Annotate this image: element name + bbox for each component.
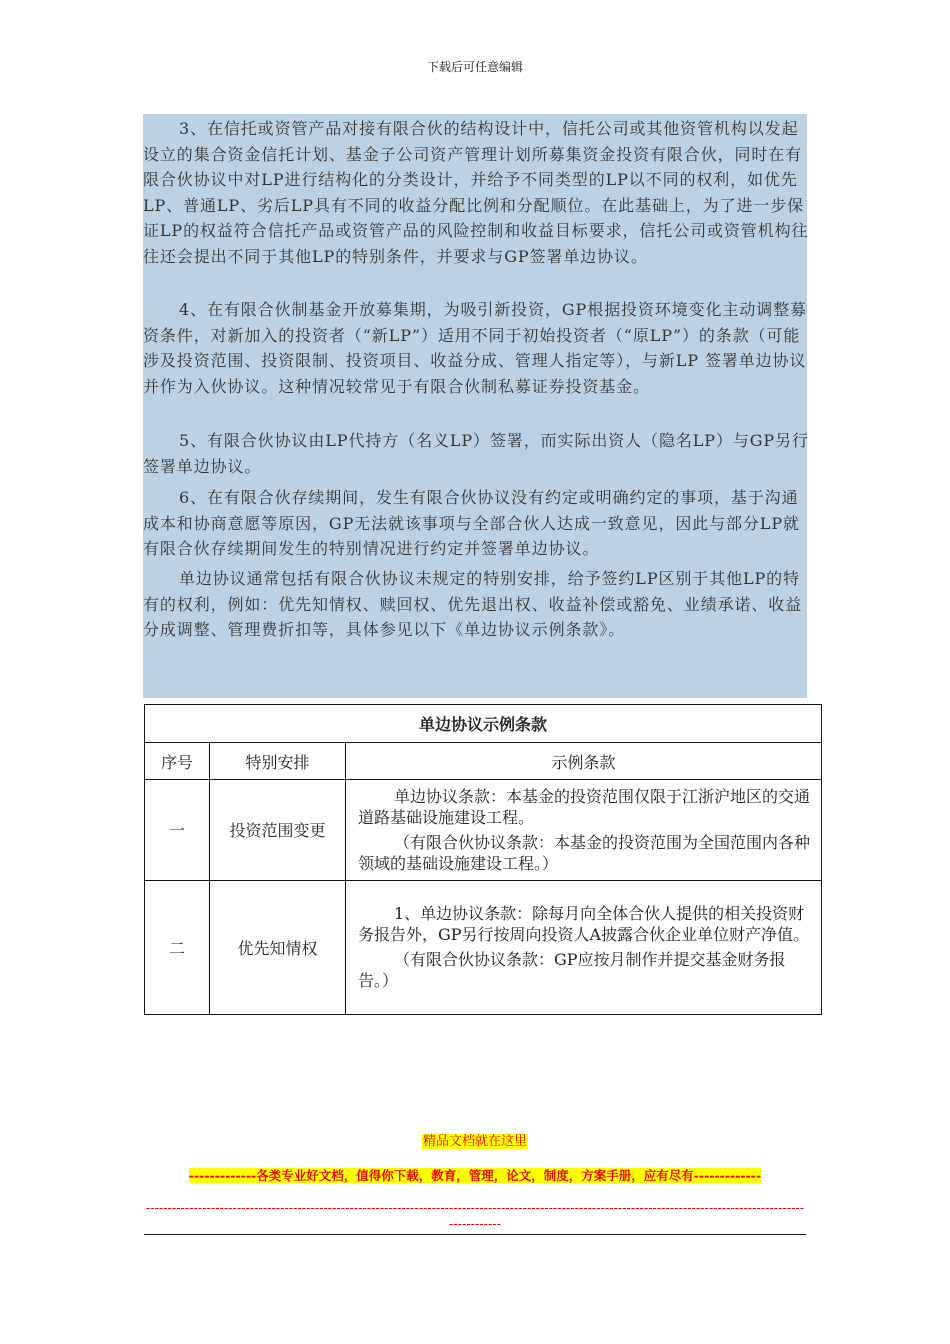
row-clauses (346, 880, 822, 1014)
table-row (145, 780, 822, 880)
dashed-separator: -------------------------------------------------------------------------------------------------------------------------------------------------------------------- (145, 1201, 805, 1231)
paragraph-5: 5、有限合伙协议由LP代持方（名义LP）签署，而实际出资人（隐名LP）与GP另行签署单边协议。 (143, 431, 809, 476)
row-arrangement: 优先知情权 (210, 880, 346, 1014)
paragraph-4: 4、在有限合伙制基金开放募集期，为吸引新投资，GP根据投资环境变化主动调整募资条件，对新加入的投资者（“新LP”）适用不同于初始投资者（“原LP”）的条款（可能涉及投资范围、投资限制、投资项目、收益分成、管理人指定等），与新LP 签署单边协议并作为入伙协议。这种情况较常见于有限合伙制私募证券投资基金。 (143, 300, 807, 396)
clause-text: 单边协议条款：本基金的投资范围仅限于江浙沪地区的交通道路基础设施建设工程。 (358, 786, 811, 827)
table-row (145, 880, 822, 1014)
row-number: 二 (145, 880, 210, 1014)
clause-text: （有限合伙协议条款：本基金的投资范围为全国范围内各种领域的基础设施建设工程。） (358, 832, 811, 873)
bottom-rule (144, 1234, 806, 1235)
clause-text: （有限合伙协议条款：GP应按月制作并提交基金财务报告。） (358, 950, 786, 991)
header-clause: 示例条款 (346, 743, 822, 780)
page-header: 下载后可任意编辑 (426, 60, 523, 74)
row-number: 一 (145, 780, 210, 880)
paragraph-summary: 单边协议通常包括有限合伙协议未规定的特别安排，给予签约LP区别于其他LP的特有的权利，例如：优先知情权、赎回权、优先退出权、收益补偿或豁免、业绩承诺、收益分成调整、管理费折扣等，具体参见以下《单边协议示例条款》。 (143, 569, 803, 639)
clause-text: 1、单边协议条款：除每月向全体合伙人提供的相关投资财务报告外，GP另行按周向投资人A披露合伙企业单位财产净值。 (358, 904, 810, 945)
row-arrangement: 投资范围变更 (210, 780, 346, 880)
unilateral-clauses-table (144, 704, 822, 1015)
promo-title: 精品文档就在这里 (422, 1134, 527, 1149)
header-no: 序号 (145, 743, 210, 780)
header-arrangement: 特别安排 (210, 743, 346, 780)
table-title: 单边协议示例条款 (145, 705, 822, 743)
paragraph-6: 6、在有限合伙存续期间，发生有限合伙协议没有约定或明确约定的事项，基于沟通成本和协商意愿等原因，GP无法就该事项与全部合伙人达成一致意见，因此与部分LP就有限合伙存续期间发生的特别情况进行约定并签署单边协议。 (143, 488, 800, 558)
row-clauses (346, 780, 822, 880)
paragraph-3: 3、在信托或资管产品对接有限合伙的结构设计中，信托公司或其他资管机构以发起设立的集合资金信托计划、基金子公司资产管理计划所募集资金投资有限合伙，同时在有限合伙协议中对LP进行结构化的分类设计，并给予不同类型的LP以不同的权利，如优先LP、普通LP、劣后LP具有不同的收益分配比例和分配顺位。在此基础上，为了进一步保证LP的权益符合信托产品或资管产品的风险控制和收益目标要求，信托公司或资管机构往往还会提出不同于其他LP的特别条件，并要求与GP签署单边协议。 (143, 119, 809, 266)
promo-line: -------------各类专业好文档，值得你下载，教育，管理，论文，制度，方案手册，应有尽有------------- (188, 1168, 762, 1183)
